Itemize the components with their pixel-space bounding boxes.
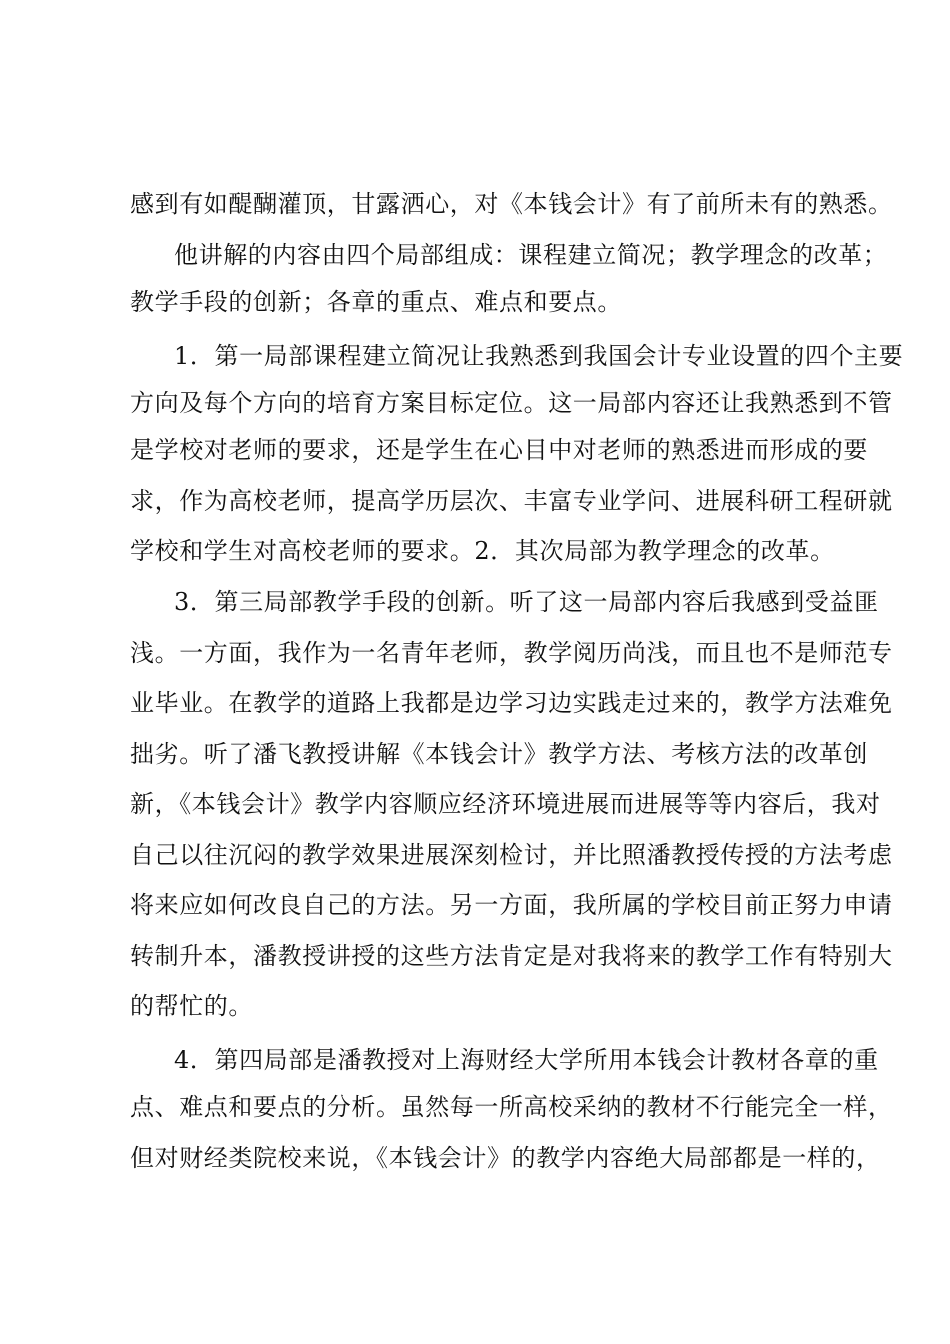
text-line: 求，作为高校老师，提高学历层次、丰富专业学问、进展科研工程研就 bbox=[130, 487, 893, 515]
text-line: 教学手段的创新；各章的重点、难点和要点。 bbox=[130, 288, 622, 316]
text-line: 点、难点和要点的分析。虽然每一所高校采纳的教材不行能完全一样， bbox=[130, 1093, 893, 1121]
text-line: 他讲解的内容由四个局部组成：课程建立简况；教学理念的改革； bbox=[174, 241, 888, 269]
text-line: 1．第一局部课程建立简况让我熟悉到我国会计专业设置的四个主要 bbox=[174, 342, 904, 370]
text-line: 自己以往沉闷的教学效果进展深刻检讨，并比照潘教授传授的方法考虑 bbox=[130, 841, 893, 869]
text-line: 4．第四局部是潘教授对上海财经大学所用本钱会计教材各章的重 bbox=[174, 1046, 879, 1074]
text-line: 业毕业。在教学的道路上我都是边学习边实践走过来的，教学方法难免 bbox=[130, 689, 893, 717]
text-line: 将来应如何改良自己的方法。另一方面，我所属的学校目前正努力申请 bbox=[130, 891, 893, 919]
text-line: 浅。一方面，我作为一名青年老师，教学阅历尚浅，而且也不是师范专 bbox=[130, 639, 893, 667]
text-line: 新，《本钱会计》教学内容顺应经济环境进展而进展等等内容后，我对 bbox=[130, 790, 881, 818]
text-line: 3．第三局部教学手段的创新。听了这一局部内容后我感到受益匪 bbox=[174, 588, 879, 616]
text-line: 的帮忙的。 bbox=[130, 992, 253, 1020]
text-line: 学校和学生对高校老师的要求。2．其次局部为教学理念的改革。 bbox=[130, 537, 835, 565]
text-line: 拙劣。听了潘飞教授讲解《本钱会计》教学方法、考核方法的改革创 bbox=[130, 740, 868, 768]
text-line: 但对财经类院校来说，《本钱会计》的教学内容绝大局部都是一样的， bbox=[130, 1144, 881, 1172]
text-line: 方向及每个方向的培育方案目标定位。这一局部内容还让我熟悉到不管 bbox=[130, 389, 893, 417]
text-line: 感到有如醍醐灌顶，甘露洒心，对《本钱会计》有了前所未有的熟悉。 bbox=[130, 190, 893, 218]
text-line: 转制升本，潘教授讲授的这些方法肯定是对我将来的教学工作有特别大 bbox=[130, 942, 893, 970]
text-line: 是学校对老师的要求，还是学生在心目中对老师的熟悉进而形成的要 bbox=[130, 436, 868, 464]
